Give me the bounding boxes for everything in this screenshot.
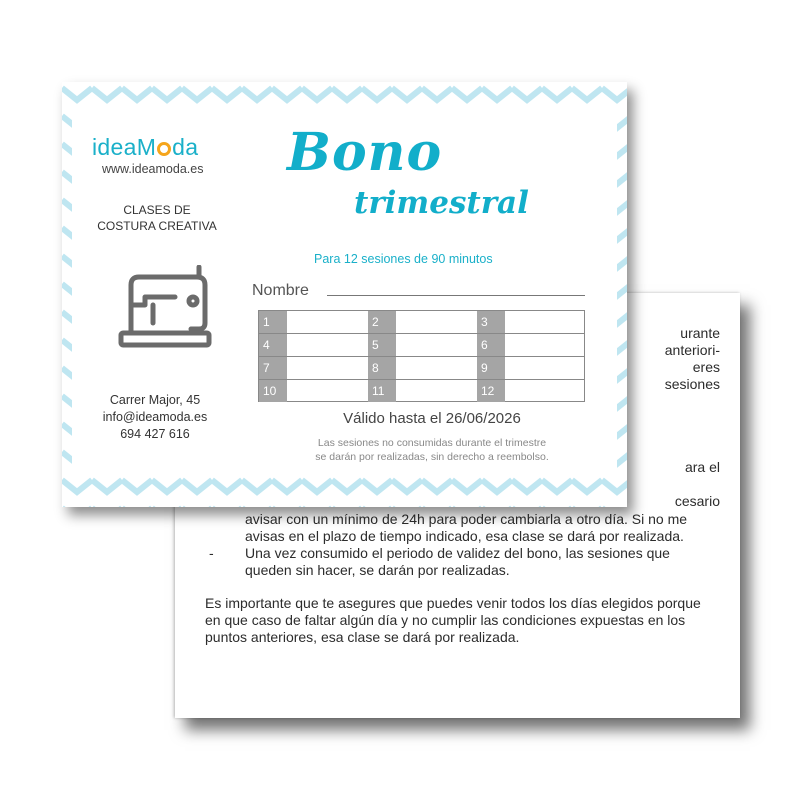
voucher-title: Bono xyxy=(287,122,443,183)
conditions-text xyxy=(205,511,710,646)
session-number: 8 xyxy=(368,357,396,379)
text-fragment: anteriori- xyxy=(664,342,720,358)
voucher-subtitle: trimestral xyxy=(354,185,529,221)
validity-date: Válido hasta el 26/06/2026 xyxy=(343,410,521,427)
conditions-list xyxy=(205,511,710,579)
session-cell[interactable] xyxy=(477,334,584,357)
website-link: www.ideamoda.es xyxy=(102,162,204,176)
condition-text: avisar con un mínimo de 24h para poder cambiarla a otro día. Si no me avisas en el plazo de tiempo indicado, esa clase se dará por realizada. xyxy=(245,511,688,544)
terms-line: Las sesiones no consumidas durante el trimestre xyxy=(317,437,547,449)
session-cell[interactable] xyxy=(259,311,368,334)
sessions-info: Para 12 sesiones de 90 minutos xyxy=(314,252,493,266)
front-card xyxy=(62,82,627,507)
terms-note xyxy=(252,436,612,464)
text-fragment: ara el xyxy=(684,459,720,475)
contact-info xyxy=(80,392,230,443)
session-number: 9 xyxy=(477,357,505,379)
session-number: 12 xyxy=(477,380,505,402)
session-cell[interactable] xyxy=(368,311,477,334)
condition-text: Una vez consumido el periodo de validez del bono, las sesiones que queden sin hacer, se darán por realizadas. xyxy=(245,545,670,578)
email: info@ideamoda.es xyxy=(102,410,208,424)
logo-text: M xyxy=(136,134,157,160)
dash-marker: - xyxy=(209,545,214,561)
session-number: 2 xyxy=(368,311,396,333)
session-number: 11 xyxy=(368,380,396,402)
phone: 694 427 616 xyxy=(120,427,190,441)
session-number: 3 xyxy=(477,311,505,333)
session-cell[interactable] xyxy=(477,380,584,403)
sessions-grid xyxy=(258,310,585,402)
address: Carrer Major, 45 xyxy=(109,393,201,407)
session-number: 4 xyxy=(259,334,287,356)
session-number: 7 xyxy=(259,357,287,379)
name-label: Nombre xyxy=(252,282,309,299)
condition-item xyxy=(205,545,710,579)
text-fragment: eres xyxy=(692,359,720,375)
thread-spool-icon xyxy=(157,142,171,156)
logo-text: idea xyxy=(92,134,137,160)
text-fragment: urante xyxy=(680,325,720,341)
terms-line: se darán por realizadas, sin derecho a reembolso. xyxy=(315,451,549,463)
sewing-machine-icon xyxy=(115,265,215,355)
text-fragment: sesiones xyxy=(664,376,720,392)
session-cell[interactable] xyxy=(368,357,477,380)
brand-logo xyxy=(92,134,198,161)
session-number: 1 xyxy=(259,311,287,333)
session-cell[interactable] xyxy=(259,357,368,380)
session-number: 5 xyxy=(368,334,396,356)
text-fragment: cesario xyxy=(674,493,720,509)
session-cell[interactable] xyxy=(477,357,584,380)
session-number: 10 xyxy=(259,380,287,402)
session-cell[interactable] xyxy=(259,334,368,357)
session-cell[interactable] xyxy=(259,380,368,403)
session-number: 6 xyxy=(477,334,505,356)
session-cell[interactable] xyxy=(477,311,584,334)
session-cell[interactable] xyxy=(368,334,477,357)
logo-text: da xyxy=(172,134,199,160)
important-paragraph: Es importante que te asegures que puedes venir todos los días elegidos porque en que caso de faltar algún día y no cumplir las condiciones expuestas en los puntos anteriores, esa clase se dará por realizada. xyxy=(205,595,701,645)
condition-item xyxy=(205,511,710,545)
name-field-line[interactable] xyxy=(327,295,585,296)
classes-line: COSTURA CREATIVA xyxy=(97,219,217,233)
session-cell[interactable] xyxy=(368,380,477,403)
classes-line: CLASES DE xyxy=(123,203,191,217)
classes-label xyxy=(82,202,232,234)
